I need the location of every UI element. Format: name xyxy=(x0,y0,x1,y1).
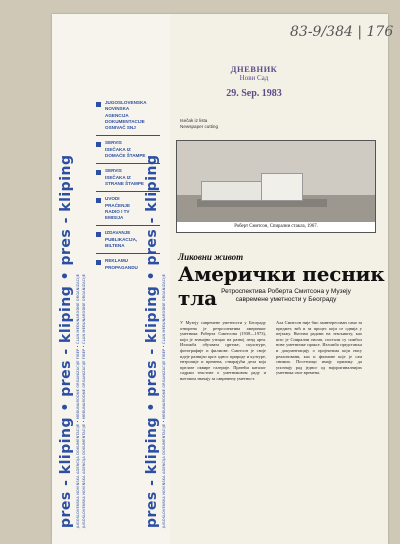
stamp-city: Нови Сад xyxy=(239,74,269,82)
section-label: Ликовни живот xyxy=(178,252,244,262)
sculpture-block xyxy=(261,173,303,201)
article-paragraph: У Музеју савремене уметности у Београду отворена је ретроспектива америчког уметника Роберта Смитсона (1938—1973), који је значајно утицао на развој ленд арта. Изложба обухвата цртеже, скулптуре, фотографије и филмове. Смитсон је своје идеје развијао кроз однос природе и културе, ентропије и времена, стварајући дела која прелазе оквире галерије. Пратећи каталог садржи текстове о уметниковом раду и његовом значају за савремену уметност. xyxy=(180,320,266,381)
divider xyxy=(96,163,160,164)
fine-print-3: JUGOSLOVENSKA NOVINSKA AGENCIJA DOKUMENTACIJE • MEĐUNARODNE ORGANIZACIJE FIBEP • ČLAN MEĐUNARODNE ORGANIZACIJE xyxy=(162,274,166,528)
article-column-2 xyxy=(276,320,362,378)
divider xyxy=(96,135,160,136)
divider xyxy=(96,253,160,254)
sculpture-block xyxy=(201,181,263,201)
article-subhead: Ретроспектива Роберта Смитсона у Музеју савремене уметности у Београду xyxy=(221,288,351,303)
divider xyxy=(96,225,160,226)
service-domestic: SERVIS ISEČAKA IZ DOMAĆE ŠTAMPE xyxy=(96,140,166,159)
handwritten-reference: 83-9/384 | 176 xyxy=(290,24,394,40)
agency-block: JUGOSLOVENSKA NOVINSKA AGENCIJA DOKUMENTACIJE OSNIVAČ SNJ xyxy=(96,100,166,131)
photo-caption: Роберт Смитсон, Спирални стакла, 1967. xyxy=(176,222,376,233)
service-publications: IZDAVANJE PUBLIKACIJA, BILTENA xyxy=(96,230,166,249)
article-column-1 xyxy=(180,320,266,384)
service-advertising: REKLAMU PROPAGANDU xyxy=(96,258,166,271)
clipping-label: Isečak iz lista Newspaper cutting xyxy=(180,118,219,129)
stamp-newspaper-name: ДНЕВНИК xyxy=(230,64,278,74)
divider xyxy=(96,191,160,192)
pres-kliping-banner-2: pres - kliping • pres - kliping • pres - kliping xyxy=(144,154,160,528)
agency-menu xyxy=(96,100,166,271)
article-headline: Амерички песник тла xyxy=(178,262,385,310)
pres-kliping-banner-1: pres - kliping • pres - kliping • pres - kliping xyxy=(58,154,74,528)
sculpture-photo xyxy=(176,140,376,224)
fine-print-1: JUGOSLOVENSKA NOVINSKA AGENCIJA DOKUMENTACIJE • MEĐUNARODNE ORGANIZACIJE FIBEP • ČLAN MEĐUNARODNE ORGANIZACIJE xyxy=(76,274,80,528)
stamp-date: 29. Sep. 1983 xyxy=(226,88,282,99)
article-paragraph: Ала Смитсон није био заинтересован само за предмет, већ и за процес који се одвија у пејзажу. Његови радови на земљишту, као што је Спирални насип, постали су симбол нове уметничке праксе. Изложба представља и документацију о пројектима који нису реализовани, као и филмове које је сам снимио. Посетиоци имају прилику да упознају рад једног од најоригиналнијих уметника свог времена. xyxy=(276,320,362,376)
service-foreign: SERVIS ISEČAKA IZ STRANE ŠTAMPE xyxy=(96,168,166,187)
service-radio-tv: UVODI PRAĆENJE RADIO I TV EMISIJA xyxy=(96,196,166,221)
fine-print-2: JUGOSLOVENSKA NOVINSKA AGENCIJA DOKUMENTACIJE • MEĐUNARODNE ORGANIZACIJE FIBEP • ČLAN MEĐUNARODNE ORGANIZACIJE xyxy=(82,274,86,528)
newspaper-stamp xyxy=(214,64,294,122)
